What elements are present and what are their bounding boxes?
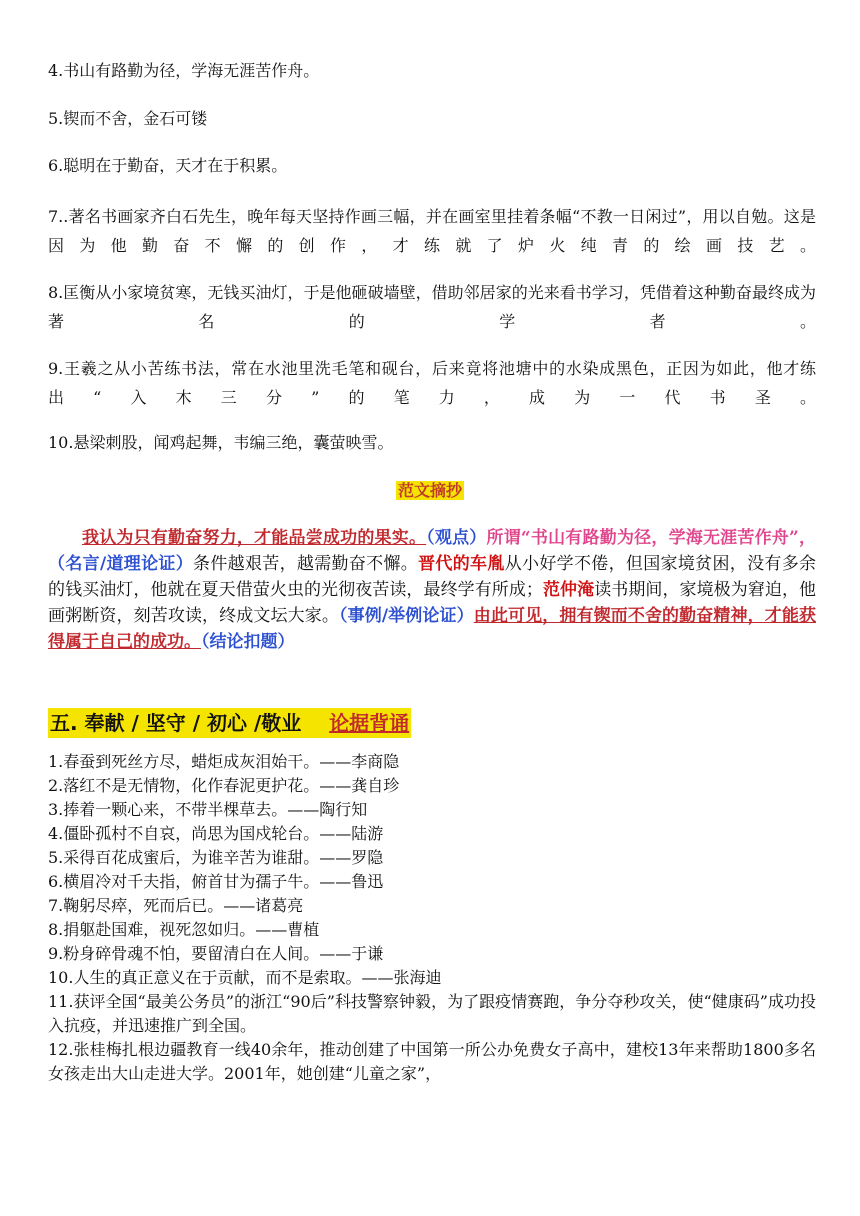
list-item: 6.横眉冷对千夫指，俯首甘为孺子牛。——鲁迅 [48,872,384,891]
essay-text: 读书期间，家境极为窘迫，他画粥断资，刻苦攻读，终成文坛大家。 [48,580,817,626]
list-item: 5.锲而不舍，金石可镂 [48,109,208,128]
essay-paragraph [48,525,816,655]
list-item: 8.匡衡从小家境贫寒，无钱买油灯，于是他砸破墙壁，借助邻居家的光来看书学习，凭借着这种勤奋最终成为著名的学者。 [48,283,816,331]
viewpoint-tag: （观点） [426,528,487,548]
list-item: 10.悬梁刺股，闻鸡起舞，韦编三绝，囊萤映雪。 [48,433,394,452]
list-item: 5.采得百花成蜜后，为谁辛苦为谁甜。——罗隐 [48,848,384,867]
essay-name: 晋代的车胤 [418,554,505,574]
list-item: 2.落红不是无情物，化作春泥更护花。——龚自珍 [48,776,400,795]
list-item: 9.粉身碎骨魂不怕，要留清白在人间。——于谦 [48,944,384,963]
list-item: 4.书山有路勤为径，学海无涯苦作舟。 [48,61,320,80]
list-item: 3.捧着一颗心来，不带半棵草去。——陶行知 [48,800,368,819]
essay-text: 从小好学不倦，但国家境贫困，没有多余的钱买油灯，他就在夏天借萤火虫的光彻夜苦读，最终学有所成； [48,554,817,600]
essay-text: 条件越艰苦，越需勤奋不懈。 [193,554,419,574]
evidence-list [48,750,816,1086]
list-item: 7..著名书画家齐白石先生，晚年每天坚持作画三幅，并在画室里挂着条幅“不教一日闲过”，用以自勉。这是因为他勤奋不懈的创作，才练就了炉火纯青的绘画技艺。 [48,207,816,255]
list-item: 9.王羲之从小苦练书法，常在水池里洗毛笔和砚台，后来竟将池塘中的水染成黑色，正因为如此，他才练出“入木三分”的笔力，成为一代书圣。 [48,359,816,407]
list-item: 6.聪明在于勤奋，天才在于积累。 [48,156,288,175]
essay-name: 范仲淹 [542,580,595,600]
essay-viewpoint: 我认为只有勤奋努力，才能品尝成功的果实。 [82,528,427,548]
section-title: 五. 奉献 / 坚守 / 初心 /敬业 [50,711,302,735]
list-item: 7.鞠躬尽瘁，死而后已。——诸葛亮 [48,896,304,915]
essay-conclusion: 由此可见，拥有锲而不舍的勤奋精神，才能获得属于自己的成功。 [48,606,816,652]
list-item: 4.僵卧孤村不自哀，尚思为国戍轮台。——陆游 [48,824,384,843]
quote-tag: （名言/道理论证） [48,554,194,574]
example-tag: （事例/举例论证） [339,606,474,626]
section-heading [48,708,411,738]
list-item: 1.春蚕到死丝方尽，蜡炬成灰泪始干。——李商隐 [48,752,400,771]
essay-quote: 所谓“书山有路勤为径，学海无涯苦作舟”， [486,528,817,548]
list-item: 10.人生的真正意义在于贡献，而不是索取。——张海迪 [48,968,442,987]
list-item: 8.捐躯赴国难，视死忽如归。——曹植 [48,920,320,939]
list-item: 11.获评全国“最美公务员”的浙江“90后”科技警察钟毅，为了跟疫情赛跑，争分夺秒攻关，使“健康码”成功投入抗疫，并迅速推广到全国。 [48,992,816,1035]
essay-title-row [0,479,860,503]
conclusion-tag: （结论扣题） [201,632,295,652]
section-subtitle: 论据背诵 [329,711,410,735]
essay-title: 范文摘抄 [397,481,462,500]
list-item: 12.张桂梅扎根边疆教育一线40余年，推动创建了中国第一所公办免费女子高中，建校13年来帮助1800多名女孩走出大山走进大学。2001年，她创建“儿童之家”， [48,1040,816,1083]
